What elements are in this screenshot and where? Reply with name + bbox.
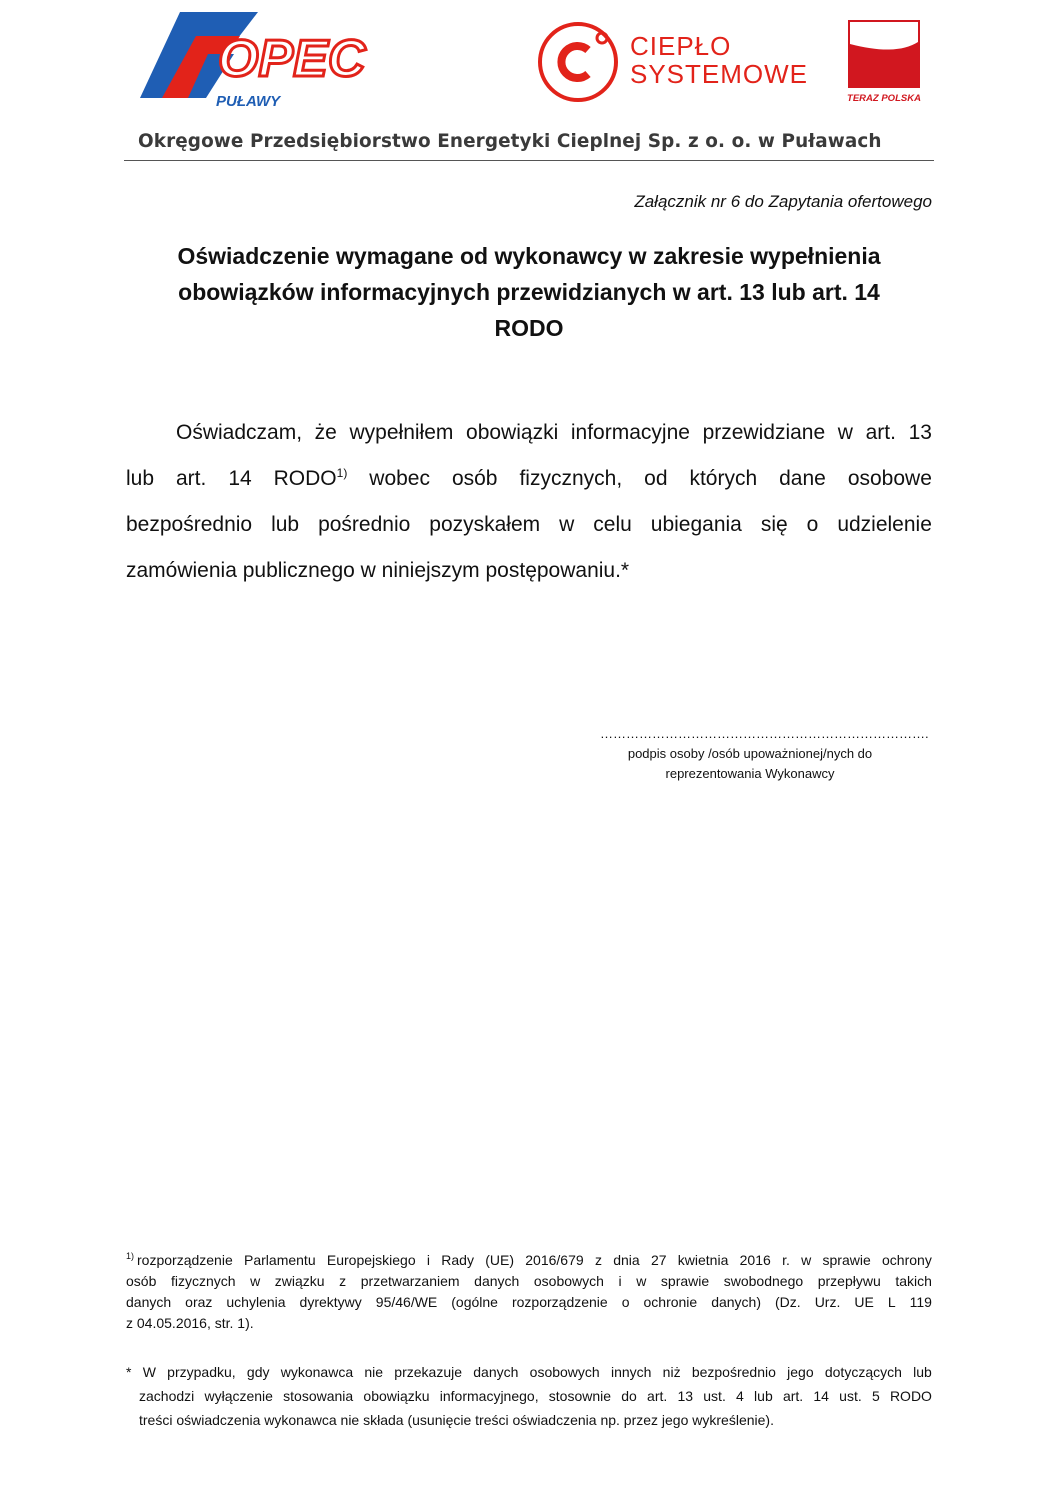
- footnote-marker: 1): [126, 1251, 135, 1262]
- title-line: RODO: [494, 315, 564, 341]
- word: osobowych: [529, 1364, 600, 1380]
- word: związku: [274, 1273, 325, 1289]
- word: danych: [473, 1364, 519, 1380]
- footnote-line: [126, 1360, 932, 1384]
- statement-line: [126, 548, 932, 594]
- word: celu: [593, 513, 632, 536]
- word: 13: [908, 421, 932, 444]
- word: UE: [854, 1294, 874, 1310]
- signature-dots: ………………………………………………………………….: [600, 726, 929, 741]
- footnote-line: [126, 1250, 932, 1271]
- word: (ogólne: [451, 1294, 498, 1310]
- word: przetwarzaniem: [360, 1273, 460, 1289]
- word: niż: [662, 1364, 681, 1380]
- word: W: [142, 1364, 156, 1380]
- cieplo-c-mark-icon: [536, 20, 620, 104]
- word: L: [887, 1294, 896, 1310]
- word: art.: [865, 421, 896, 444]
- footnote-last-line-text: z 04.05.2016, str. 1).: [126, 1315, 254, 1331]
- word: lub: [913, 1364, 932, 1380]
- word: wyłączenie: [204, 1388, 273, 1404]
- word: 119: [909, 1294, 932, 1310]
- word: sprawie: [660, 1273, 710, 1289]
- statement-last-line-text: zamówienia publicznego w niniejszym postępowaniu.*: [126, 559, 630, 582]
- word: ust.: [703, 1388, 726, 1404]
- signature-caption-line: podpis osoby /osób upoważnionej/nych do: [627, 746, 873, 761]
- statement-word: osobowe: [847, 467, 932, 490]
- word: 5: [871, 1388, 880, 1404]
- word: uchylenia: [226, 1294, 286, 1310]
- word: w: [837, 421, 853, 444]
- word: Oświadczam,: [176, 421, 303, 444]
- word: (Dz.: [775, 1294, 801, 1310]
- word: fizycznych: [170, 1273, 236, 1289]
- word: swobodnego: [723, 1273, 804, 1289]
- word: ochronie: [643, 1294, 698, 1310]
- footnote-line: [126, 1384, 932, 1408]
- teraz-polska-text: TERAZ POLSKA: [847, 93, 921, 104]
- footnote-reference: 1): [336, 466, 348, 480]
- word: do: [621, 1388, 637, 1404]
- word: innych: [610, 1364, 652, 1380]
- word: takich: [895, 1273, 932, 1289]
- statement-word: fizycznych,: [519, 467, 623, 490]
- footnote-line: [126, 1408, 932, 1432]
- word: informacyjne: [570, 421, 690, 444]
- word: osobowych: [533, 1273, 604, 1289]
- word: 95/46/WE: [375, 1294, 438, 1310]
- header-divider: [124, 160, 934, 161]
- statement-word: od: [644, 467, 668, 490]
- statement-word-rodo: [274, 456, 348, 502]
- document-title: [124, 238, 934, 346]
- statement-word: lub: [126, 467, 155, 490]
- word: ubiegania: [650, 513, 742, 536]
- footnote-line: [126, 1313, 932, 1334]
- word: osób: [126, 1273, 157, 1289]
- footnote-exemption: [126, 1360, 932, 1432]
- word: art.: [647, 1388, 668, 1404]
- word: *: [126, 1364, 132, 1380]
- footnote-word: (UE): [485, 1252, 514, 1268]
- word: obowiązki: [466, 421, 559, 444]
- word: przekazuje: [394, 1364, 462, 1380]
- word: się: [760, 513, 788, 536]
- word: obowiązku: [363, 1388, 430, 1404]
- word: przypadku,: [167, 1364, 236, 1380]
- word: art.: [782, 1388, 804, 1404]
- word: 13: [677, 1388, 694, 1404]
- footnote-word: kwietnia: [677, 1252, 729, 1268]
- footnote-word: z: [594, 1252, 602, 1268]
- word: jego: [787, 1364, 814, 1380]
- teraz-polska-logo: [846, 18, 922, 106]
- cieplo-systemowe-logo: [536, 20, 808, 104]
- word: bezpośrednio: [126, 513, 253, 536]
- word: bezpośrednio: [691, 1364, 776, 1380]
- word: 14: [813, 1388, 829, 1404]
- word: RODO: [889, 1388, 932, 1404]
- word: że: [314, 421, 337, 444]
- word: w: [636, 1273, 647, 1289]
- signature-block: [600, 724, 929, 784]
- word: danych): [711, 1294, 762, 1310]
- word: w: [559, 513, 575, 536]
- footnote-word: 2016/679: [525, 1252, 584, 1268]
- signature-caption-line: reprezentowania Wykonawcy: [665, 766, 835, 781]
- word: wypełniłem: [349, 421, 454, 444]
- word: w: [250, 1273, 261, 1289]
- word: i: [618, 1273, 622, 1289]
- word: ust.: [839, 1388, 862, 1404]
- opec-logo-sub-text: PUŁAWY: [216, 93, 281, 110]
- word: zachodzi: [139, 1388, 195, 1404]
- title-line: obowiązków informacyjnych przewidzianych w art. 13 lub art. 14: [178, 279, 880, 305]
- title-line: Oświadczenie wymagane od wykonawcy w zakresie wypełnienia: [177, 243, 881, 269]
- footnote-word: i: [426, 1252, 430, 1268]
- word: Urz.: [814, 1294, 841, 1310]
- opec-pulawy-logo: [136, 10, 414, 110]
- statement-word: osób: [451, 467, 498, 490]
- rodo-text: RODO: [273, 467, 337, 490]
- footnote-word: Europejskiego: [326, 1252, 416, 1268]
- footnote-word: r.: [782, 1252, 790, 1268]
- attachment-label: Załącznik nr 6 do Zapytania ofertowego: [634, 192, 932, 211]
- word: informacyjnego,: [439, 1388, 539, 1404]
- word: wykonawca: [280, 1364, 354, 1380]
- cieplo-logo-text: CIEPŁO SYSTEMOWE: [630, 31, 809, 89]
- word: nie: [364, 1364, 384, 1380]
- statement-word: 14: [228, 467, 252, 490]
- word: stosownie: [548, 1388, 612, 1404]
- footnote-last-line-text: treści oświadczenia wykonawca nie składa (usunięcie treści oświadczenia np. przez jego wykreślenie).: [139, 1412, 774, 1428]
- word: z: [339, 1273, 347, 1289]
- statement-word: których: [689, 467, 758, 490]
- footnote-first-word: [126, 1250, 233, 1271]
- word: przewidziane: [702, 421, 826, 444]
- footnote-line: [126, 1292, 932, 1313]
- word: o: [806, 513, 819, 536]
- word: pozyskałem: [429, 513, 541, 536]
- footnote-word: Rady: [441, 1252, 474, 1268]
- word: lub: [271, 513, 300, 536]
- footnote-word: dnia: [613, 1252, 640, 1268]
- word: o: [621, 1294, 630, 1310]
- company-name: Okręgowe Przedsiębiorstwo Energetyki Cieplnej Sp. z o. o. w Puławach: [138, 131, 882, 152]
- word: danych: [474, 1273, 520, 1289]
- statement-word: dane: [779, 467, 826, 490]
- statement-word: wobec: [369, 467, 430, 490]
- statement-word: art.: [176, 467, 207, 490]
- word: przepływu: [817, 1273, 881, 1289]
- word: oraz: [185, 1294, 213, 1310]
- opec-logo-main-text: OPEC: [218, 30, 366, 88]
- footnote-word: 2016: [739, 1252, 771, 1268]
- word: stosowania: [283, 1388, 354, 1404]
- word: dyrektywy: [299, 1294, 362, 1310]
- footnote-gdpr-regulation: [126, 1250, 932, 1334]
- footnote-word: ochrony: [882, 1252, 932, 1268]
- footnote-word: Parlamentu: [244, 1252, 316, 1268]
- word: pośrednio: [318, 513, 411, 536]
- word: dotyczących: [824, 1364, 902, 1380]
- word: lub: [754, 1388, 773, 1404]
- footnote-line: [126, 1271, 932, 1292]
- word: rozporządzenie: [511, 1294, 608, 1310]
- footnote-word: 27: [650, 1252, 667, 1268]
- word: gdy: [246, 1364, 270, 1380]
- word: udzielenie: [837, 513, 932, 536]
- footnote-word: rozporządzenie: [137, 1252, 233, 1268]
- word: 4: [736, 1388, 744, 1404]
- statement-paragraph: [126, 410, 932, 594]
- statement-line: [126, 410, 932, 456]
- statement-line: [126, 502, 932, 548]
- footnote-word: w: [801, 1252, 812, 1268]
- word: danych: [126, 1294, 172, 1310]
- statement-line: [126, 456, 932, 502]
- footnote-word: sprawie: [822, 1252, 871, 1268]
